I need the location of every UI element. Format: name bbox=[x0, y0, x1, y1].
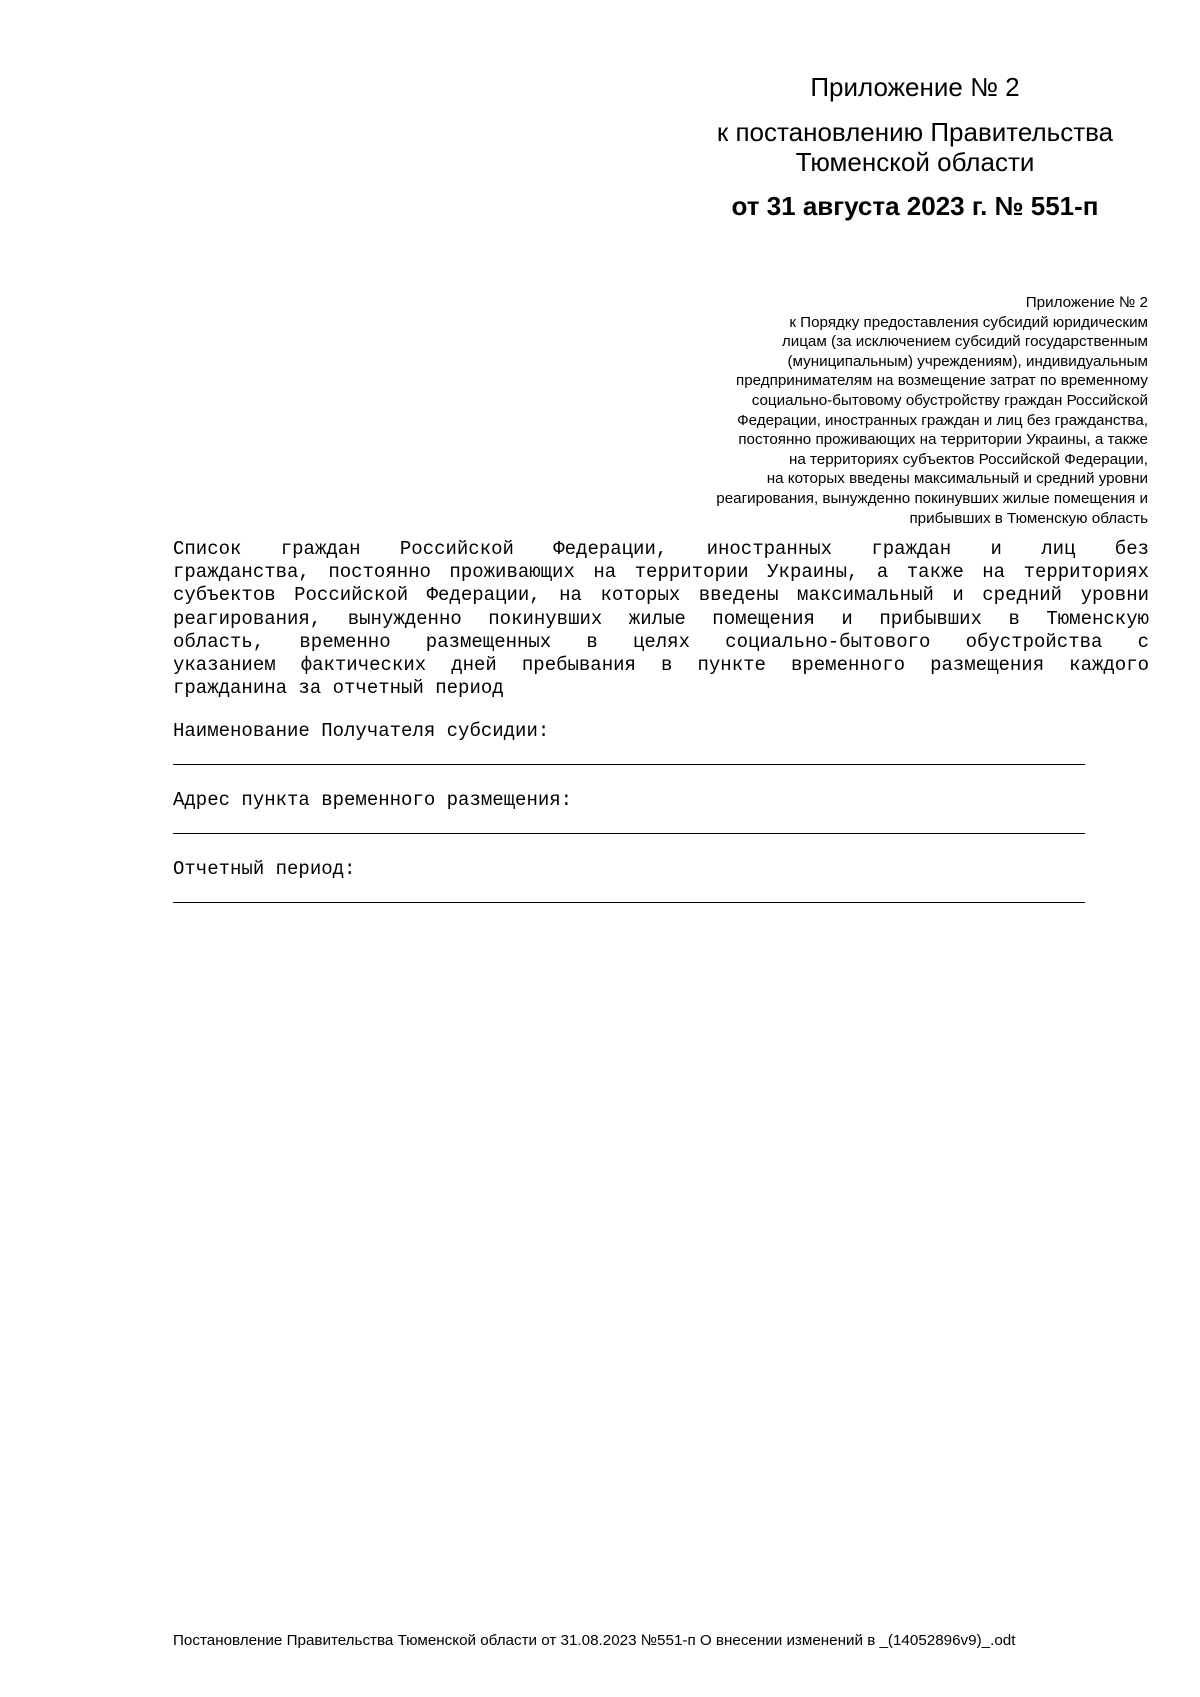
appendix-header bbox=[690, 72, 1140, 221]
appendix-note-line: Приложение № 2 bbox=[1025, 294, 1148, 311]
footer-filename: Постановление Правительства Тюменской области от 31.08.2023 №551-п О внесении изменений в _(14052896v9)_.odt bbox=[173, 1632, 1016, 1649]
appendix-note-line: постоянно проживающих на территории Украины, а также bbox=[738, 431, 1148, 449]
list-title-line: субъектов Российской Федерации, на которых введены максимальный и средний уровни bbox=[173, 584, 1149, 607]
appendix-note-line: на территориях субъектов Российской Федерации, bbox=[788, 450, 1148, 468]
appendix-note-line: (муниципальным) учреждениям), индивидуальным bbox=[787, 352, 1148, 370]
appendix-note-line: к Порядку предоставления субсидий юридическим bbox=[789, 313, 1148, 331]
appendix-note-line: лицам (за исключением субсидий государственным bbox=[781, 333, 1148, 351]
recipient-name-label: Наименование Получателя субсидии: bbox=[173, 720, 550, 742]
resolution-date-number: от 31 августа 2023 г. № 551-п bbox=[731, 191, 1099, 221]
appendix-note-line: реагирования, вынужденно покинувших жилые помещения и bbox=[716, 489, 1148, 507]
period-label: Отчетный период: bbox=[173, 858, 356, 880]
list-title-line: гражданства, постоянно проживающих на территории Украины, а также на территориях bbox=[173, 561, 1149, 584]
appendix-title: Приложение № 2 bbox=[810, 72, 1020, 102]
period-line[interactable] bbox=[173, 902, 1085, 903]
list-title-line: область, временно размещенных в целях социально-бытового обустройства с bbox=[173, 630, 1149, 653]
list-title-line: гражданина за отчетный период bbox=[173, 677, 504, 700]
appendix-note bbox=[648, 293, 1148, 528]
resolution-ref-line1: к постановлению Правительства bbox=[716, 117, 1114, 147]
resolution-ref-line2: Тюменской области bbox=[795, 147, 1035, 177]
appendix-note-line: предпринимателям на возмещение затрат по временному bbox=[735, 372, 1148, 390]
appendix-note-line: Федерации, иностранных граждан и лиц без гражданства, bbox=[737, 411, 1148, 429]
appendix-note-line: социально-бытовому обустройству граждан Российской bbox=[751, 391, 1148, 409]
list-title-line: реагирования, вынужденно покинувших жилые помещения и прибывших в Тюменскую bbox=[173, 607, 1149, 630]
list-title-line: указанием фактических дней пребывания в пункте временного размещения каждого bbox=[173, 654, 1149, 677]
address-label: Адрес пункта временного размещения: bbox=[173, 789, 573, 811]
list-title bbox=[173, 538, 1149, 700]
appendix-note-line: на которых введены максимальный и средний уровни bbox=[766, 470, 1148, 488]
address-line[interactable] bbox=[173, 833, 1085, 834]
list-title-line: Список граждан Российской Федерации, иностранных граждан и лиц без bbox=[173, 538, 1149, 560]
appendix-note-line: прибывших в Тюменскую область bbox=[909, 509, 1148, 527]
recipient-name-line[interactable] bbox=[173, 764, 1085, 765]
